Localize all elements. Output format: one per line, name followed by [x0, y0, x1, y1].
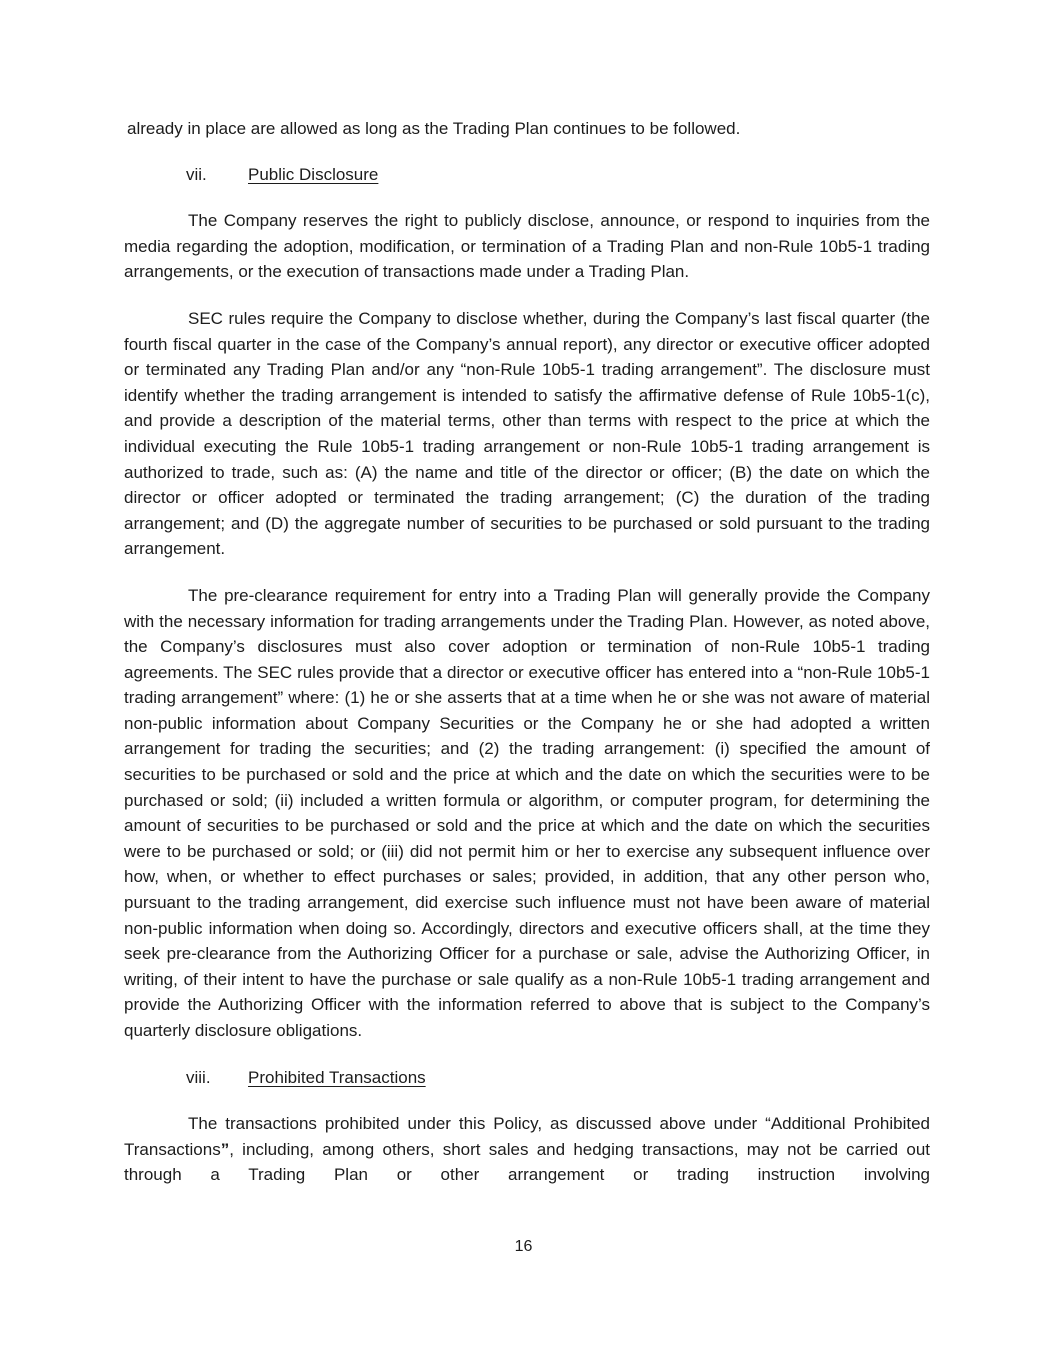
section-number-viii: viii. [186, 1067, 211, 1087]
paragraph-text-before-quote: The transactions prohibited under this Policy, as discussed above under “Additional Prohibited Transactions [124, 1114, 930, 1159]
paragraph-public-disclosure-1: The Company reserves the right to publicly disclose, announce, or respond to inquiries from the media regarding the adoption, modification, or termination of a Trading Plan and non-Rule 10b5-1 trading arrangements, or the execution of transactions made under a Trading Plan. [124, 211, 930, 282]
section-heading-vii [124, 162, 930, 188]
paragraph-public-disclosure-2: SEC rules require the Company to disclose whether, during the Company’s last fiscal quarter (the fourth fiscal quarter in the case of the Company’s annual report), any director or executive officer adopted or terminated any Trading Plan and/or any “non-Rule 10b5-1 trading arrangement”. The disclosure must identify whether the trading arrangement is intended to satisfy the affirmative defense of Rule 10b5-1(c), and provide a description of the material terms, other than terms with respect to the price at which the individual executing the Rule 10b5-1 trading arrangement or non-Rule 10b5-1 trading arrangement is authorized to trade, such as: (A) the name and title of the director or officer; (B) the date on which the director or officer adopted or terminated the trading arrangement; (C) the duration of the trading arrangement; and (D) the aggregate number of securities to be purchased or sold pursuant to the trading arrangement. [124, 308, 930, 559]
section-heading-viii [124, 1065, 930, 1091]
continuation-paragraph: already in place are allowed as long as the Trading Plan continues to be followed. [127, 119, 741, 138]
bold-closing-quote: ” [220, 1139, 230, 1159]
page-number: 16 [514, 1238, 533, 1255]
paragraph-prohibited-transactions-1 [124, 1111, 930, 1188]
section-title-public-disclosure: Public Disclosure [248, 164, 379, 184]
section-number-vii: vii. [186, 164, 207, 184]
paragraph-text-after-quote: , including, among others, short sales and hedging transactions, may not be carried out through a Trading Plan or other arrangement or trading instruction involving [124, 1139, 930, 1185]
section-title-prohibited-transactions: Prohibited Transactions [248, 1067, 426, 1087]
paragraph-public-disclosure-3: The pre-clearance requirement for entry into a Trading Plan will generally provide the Company with the necessary information for trading arrangements under the Trading Plan. However, as noted above, the Company’s disclosures must also cover adoption or termination of non-Rule 10b5-1 trading agreements. The SEC rules provide that a director or executive officer has entered into a “non-Rule 10b5-1 trading arrangement” where: (1) he or she asserts that at a time when he or she was not aware of material non-public information about Company Securities or the Company he or she had adopted a written arrangement for trading the securities; and (2) the trading arrangement: (i) specified the amount of securities to be purchased or sold and the price at which and the date on which the securities were to be purchased or sold; (ii) included a written formula or algorithm, or computer program, for determining the amount of securities to be purchased or sold and the price at which and the date on which the securities were to be purchased or sold; or (iii) did not permit him or her to exercise any subsequent influence over how, when, or whether to effect purchases or sales; provided, in addition, that any other person who, pursuant to the trading arrangement, did exercise such influence must not have been aware of material non-public information when doing so. Accordingly, directors and executive officers shall, at the time they seek pre-clearance from the Authorizing Officer for a purchase or sale, advise the Authorizing Officer, in writing, of their intent to have the purchase or sale qualify as a non-Rule 10b5-1 trading arrangement and provide the Authorizing Officer with the information referred to above that is subject to the Company’s quarterly disclosure obligations. [124, 585, 930, 1040]
